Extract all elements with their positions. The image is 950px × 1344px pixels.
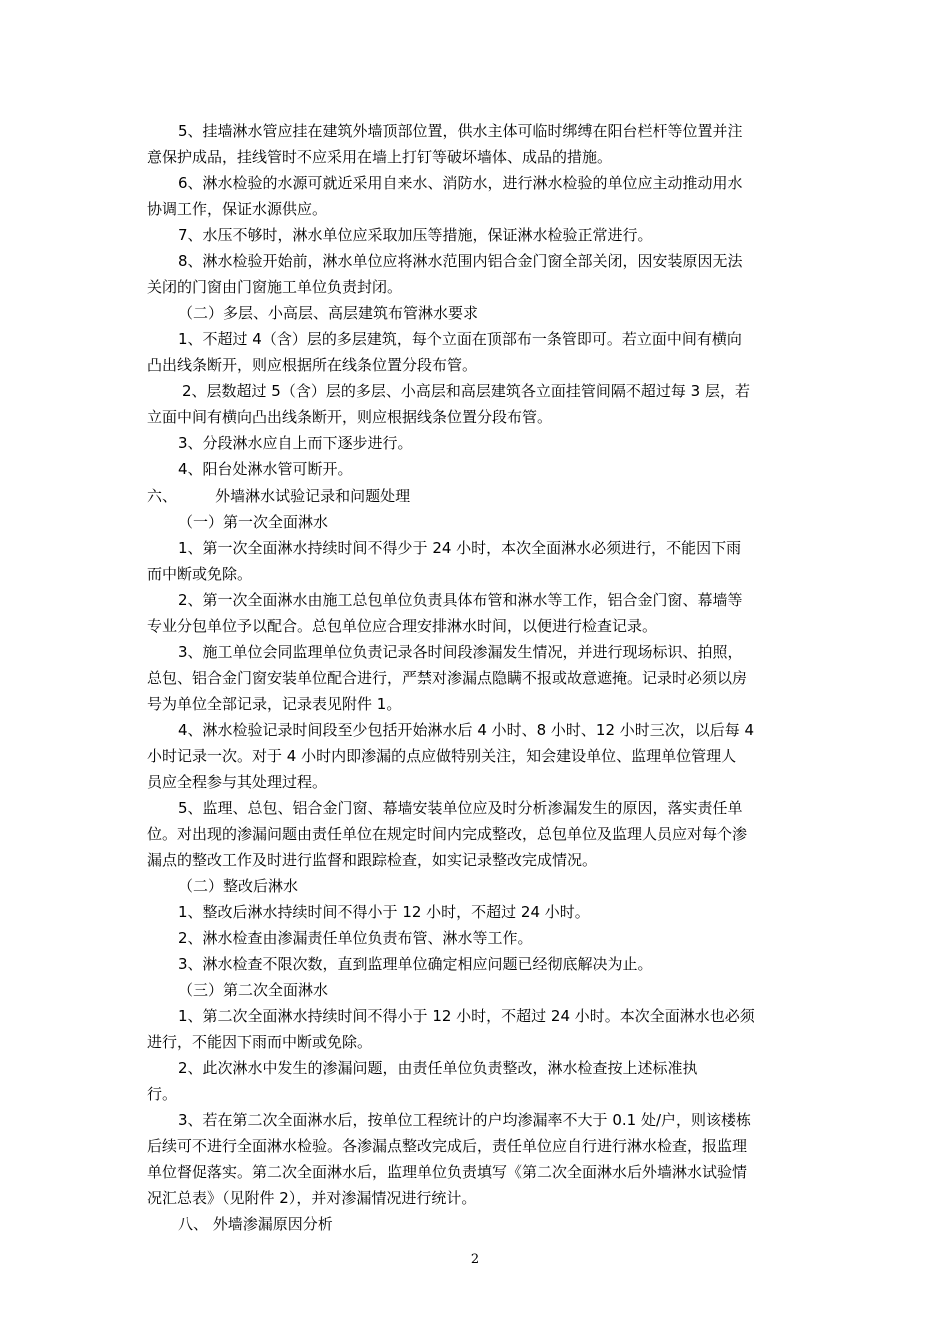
paragraph-line: 凸出线条断开，则应根据所在线条位置分段布管。 (147, 356, 478, 374)
section-heading: 八、 外墙渗漏原因分析 (178, 1215, 333, 1233)
paragraph-line: 况汇总表》（见附件 2），并对渗漏情况进行统计。 (147, 1189, 477, 1207)
paragraph-line: 行。 (147, 1085, 178, 1103)
section-heading: （二）整改后淋水 (178, 877, 299, 895)
paragraph-line: 3、淋水检查不限次数，直到监理单位确定相应问题已经彻底解决为止。 (178, 955, 653, 973)
paragraph-line: 后续可不进行全面淋水检验。各渗漏点整改完成后，责任单位应自行进行淋水检查，报监理 (147, 1137, 748, 1155)
paragraph-line: 2、淋水检查由渗漏责任单位负责布管、淋水等工作。 (178, 929, 533, 947)
paragraph-line: 单位督促落实。第二次全面淋水后，监理单位负责填写《第二次全面淋水后外墙淋水试验情 (147, 1163, 748, 1181)
paragraph-line: 位。对出现的渗漏问题由责任单位在规定时间内完成整改，总包单位及监理人员应对每个渗 (147, 825, 748, 843)
section-heading: （一）第一次全面淋水 (178, 513, 329, 531)
paragraph-line: 5、挂墙淋水管应挂在建筑外墙顶部位置，供水主体可临时绑缚在阳台栏杆等位置并注 (178, 122, 743, 140)
paragraph-line: 6、淋水检验的水源可就近采用自来水、消防水，进行淋水检验的单位应主动推动用水 (178, 174, 743, 192)
paragraph-line: 3、分段淋水应自上而下逐步进行。 (178, 434, 413, 452)
paragraph-line: 进行，不能因下雨而中断或免除。 (147, 1033, 373, 1051)
paragraph-line: 而中断或免除。 (147, 565, 253, 583)
section-heading: 六、 外墙淋水试验记录和问题处理 (147, 487, 411, 505)
paragraph-line: 号为单位全部记录，记录表见附件 1。 (147, 695, 402, 713)
paragraph-line: 2、第一次全面淋水由施工总包单位负责具体布管和淋水等工作，铝合金门窗、幕墙等 (178, 591, 743, 609)
section-heading: （二）多层、小高层、高层建筑布管淋水要求 (178, 304, 479, 322)
paragraph-line: 3、施工单位会同监理单位负责记录各时间段渗漏发生情况，并进行现场标识、拍照， (178, 643, 743, 661)
paragraph-line: 立面中间有横向凸出线条断开，则应根据线条位置分段布管。 (147, 408, 553, 426)
paragraph-line: 4、淋水检验记录时间段至少包括开始淋水后 4 小时、8 小时、12 小时三次，以后每 4 (178, 721, 755, 739)
paragraph-line: 协调工作，保证水源供应。 (147, 200, 328, 218)
paragraph-line: 意保护成品，挂线管时不应采用在墙上打钉等破坏墙体、成品的措施。 (147, 148, 613, 166)
paragraph-line: 关闭的门窗由门窗施工单位负责封闭。 (147, 278, 403, 296)
paragraph-line: 1、不超过 4（含）层的多层建筑，每个立面在顶部布一条管即可。若立面中间有横向 (178, 330, 742, 348)
paragraph-line: 3、若在第二次全面淋水后，按单位工程统计的户均渗漏率不大于 0.1 处/户，则该楼栋 (178, 1111, 751, 1129)
page-number: 2 (470, 1252, 480, 1267)
paragraph-line: 8、淋水检验开始前，淋水单位应将淋水范围内铝合金门窗全部关闭，因安装原因无法 (178, 252, 743, 270)
paragraph-line: 1、第二次全面淋水持续时间不得小于 12 小时，不超过 24 小时。本次全面淋水也必须 (178, 1007, 755, 1025)
paragraph-line: 员应全程参与其处理过程。 (147, 773, 328, 791)
paragraph-line: 5、监理、总包、铝合金门窗、幕墙安装单位应及时分析渗漏发生的原因，落实责任单 (178, 799, 743, 817)
paragraph-line: 专业分包单位予以配合。总包单位应合理安排淋水时间，以便进行检查记录。 (147, 617, 658, 635)
paragraph-line: 小时记录一次。对于 4 小时内即渗漏的点应做特别关注，知会建设单位、监理单位管理人 (147, 747, 737, 765)
paragraph-line: 4、阳台处淋水管可断开。 (178, 460, 353, 478)
section-heading: （三）第二次全面淋水 (178, 981, 329, 999)
paragraph-line: 1、第一次全面淋水持续时间不得少于 24 小时，本次全面淋水必须进行，不能因下雨 (178, 539, 742, 557)
paragraph-line: 总包、铝合金门窗安装单位配合进行，严禁对渗漏点隐瞒不报或故意遮掩。记录时必须以房 (147, 669, 748, 687)
paragraph-line: 2、此次淋水中发生的渗漏问题，由责任单位负责整改，淋水检查按上述标准执 (178, 1059, 698, 1077)
paragraph-line: 7、水压不够时，淋水单位应采取加压等措施，保证淋水检验正常进行。 (178, 226, 653, 244)
paragraph-line: 1、整改后淋水持续时间不得小于 12 小时，不超过 24 小时。 (178, 903, 590, 921)
paragraph-line: 2、层数超过 5（含）层的多层、小高层和高层建筑各立面挂管间隔不超过每 3 层，若 (182, 382, 750, 400)
paragraph-line: 漏点的整改工作及时进行监督和跟踪检查，如实记录整改完成情况。 (147, 851, 598, 869)
